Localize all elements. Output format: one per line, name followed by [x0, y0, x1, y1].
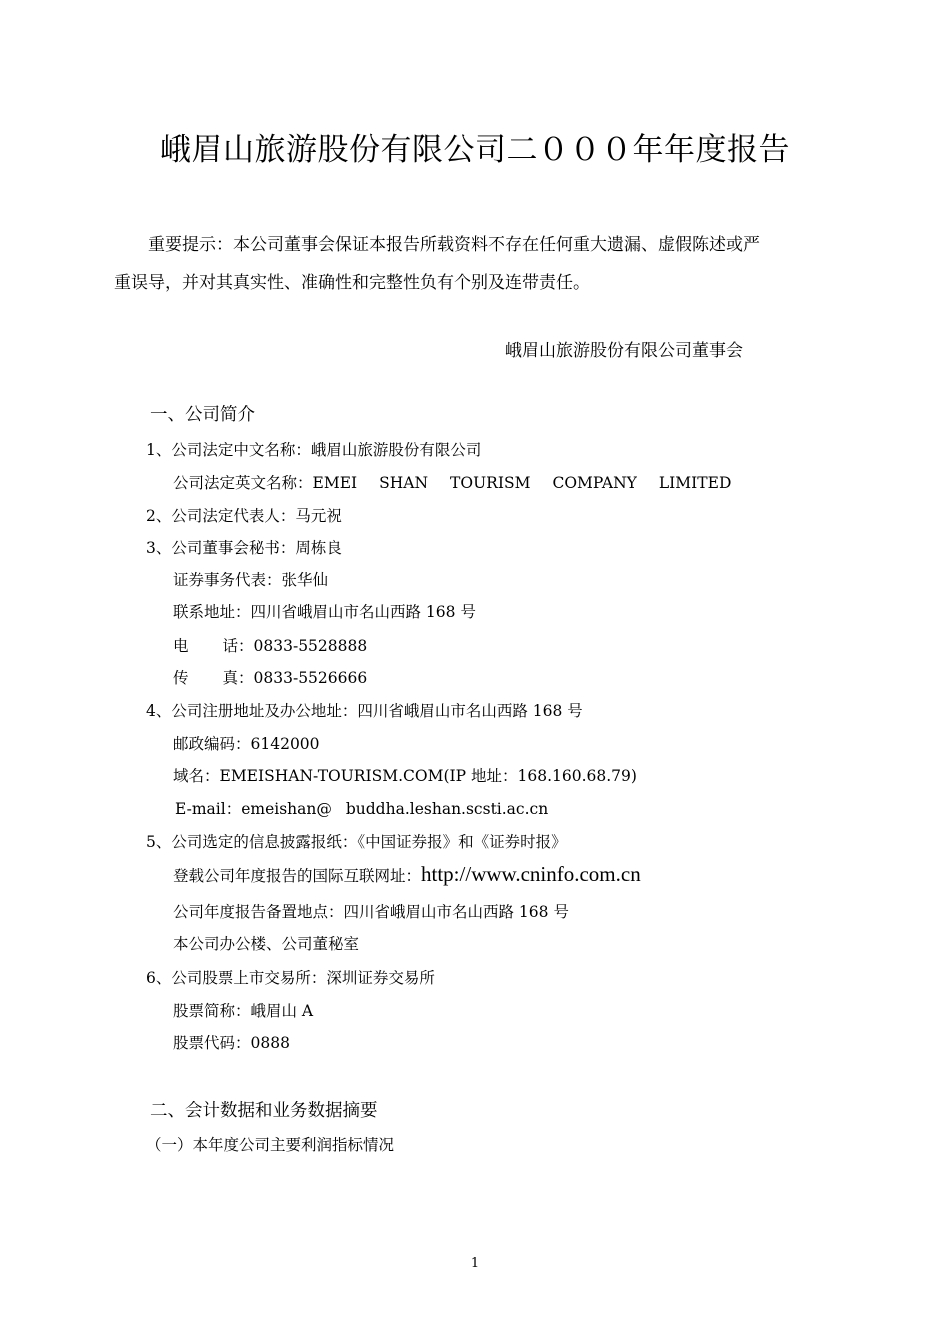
notice-line-2: 重误导，并对其真实性、准确性和完整性负有个别及连带责任。 — [114, 273, 590, 293]
phone-label-b: 话：0833-5528888 — [222, 637, 368, 655]
stock-code: 股票代码：0888 — [173, 1034, 290, 1052]
email-part-a: E-mail：emeishan@ — [175, 800, 332, 818]
en-word: EMEI — [312, 474, 358, 492]
website — [173, 864, 641, 886]
important-notice — [114, 226, 854, 302]
phone-label-a: 电 — [173, 637, 189, 655]
report-title: 峨眉山旅游股份有限公司二０００年年度报告 — [160, 132, 790, 168]
en-name-label: 公司法定英文名称： — [173, 474, 313, 492]
en-word: COMPANY — [552, 474, 637, 492]
en-word: TOURISM — [450, 474, 531, 492]
stock-abbreviation: 股票简称：峨眉山 A — [173, 1002, 314, 1020]
website-url: http://www.cninfo.com.cn — [421, 862, 641, 886]
report-location: 公司年度报告备置地点：四川省峨眉山市名山西路 168 号 — [173, 903, 569, 921]
section-1-heading: 一、公司简介 — [150, 405, 255, 425]
en-word: LIMITED — [658, 474, 732, 492]
en-word: SHAN — [379, 474, 429, 492]
fax-label-a: 传 — [173, 669, 189, 687]
securities-representative: 证券事务代表：张华仙 — [173, 571, 329, 589]
notice-line-1: 重要提示：本公司董事会保证本报告所载资料不存在任何重大遗漏、虚假陈述或严 — [148, 235, 760, 255]
domain-name: 域名：EMEISHAN-TOURISM.COM(IP 地址：168.160.68.79) — [173, 767, 637, 785]
board-secretary: 3、公司董事会秘书：周栋良 — [146, 539, 342, 557]
fax — [173, 668, 367, 688]
website-label: 登载公司年度报告的国际互联网址： — [173, 867, 422, 885]
company-cn-name: 1、公司法定中文名称：峨眉山旅游股份有限公司 — [146, 441, 482, 459]
disclosure-newspapers: 5、公司选定的信息披露报纸：《中国证券报》和《证券时报》 — [146, 833, 567, 851]
report-location-2: 本公司办公楼、公司董秘室 — [173, 935, 360, 953]
page-number: 1 — [470, 1256, 480, 1271]
stock-exchange: 6、公司股票上市交易所：深圳证券交易所 — [146, 969, 435, 987]
section-2-sub-1: （一）本年度公司主要利润指标情况 — [146, 1136, 395, 1154]
legal-representative: 2、公司法定代表人：马元祝 — [146, 507, 342, 525]
contact-address: 联系地址：四川省峨眉山市名山西路 168 号 — [173, 603, 476, 621]
email — [175, 799, 548, 819]
company-en-name — [173, 473, 731, 493]
fax-label-b: 真：0833-5526666 — [222, 669, 368, 687]
section-2-heading: 二、会计数据和业务数据摘要 — [150, 1101, 378, 1121]
board-signature: 峨眉山旅游股份有限公司董事会 — [505, 341, 743, 361]
phone — [173, 636, 367, 656]
postcode: 邮政编码：6142000 — [173, 735, 320, 753]
email-part-b: buddha.leshan.scsti.ac.cn — [345, 800, 549, 818]
registered-address: 4、公司注册地址及办公地址：四川省峨眉山市名山西路 168 号 — [146, 702, 583, 720]
